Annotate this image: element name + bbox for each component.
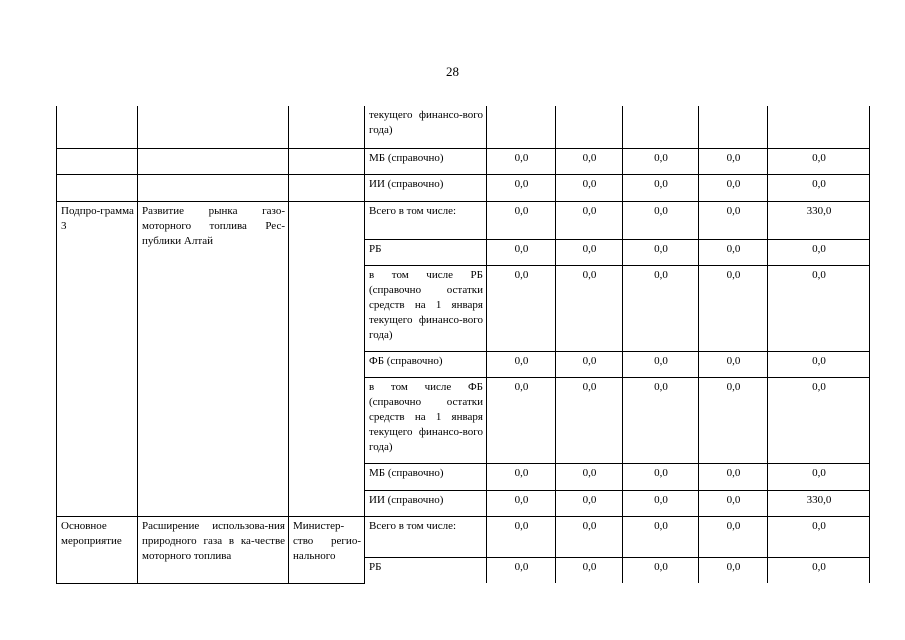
- value-cell: 0,0: [699, 148, 768, 174]
- program-cell: [57, 148, 138, 174]
- value-cell: 0,0: [487, 239, 556, 265]
- value-cell: 0,0: [556, 174, 623, 201]
- table-row: [57, 174, 870, 201]
- executor-cell: Министер-ство регио-нального: [289, 516, 365, 583]
- value-cell: 0,0: [487, 490, 556, 516]
- program-cell: Основное мероприятие: [57, 516, 138, 583]
- value-cell: 0,0: [623, 351, 699, 377]
- source-cell: ИИ (справочно): [365, 490, 487, 516]
- program-cell: Подпро-грамма 3: [57, 201, 138, 516]
- executor-cell: [289, 148, 365, 174]
- value-cell: 0,0: [699, 463, 768, 490]
- value-cell: 0,0: [556, 463, 623, 490]
- value-cell: 0,0: [699, 490, 768, 516]
- executor-cell: [289, 174, 365, 201]
- value-cell: 0,0: [623, 201, 699, 239]
- value-cell: [768, 106, 870, 148]
- value-cell: 0,0: [556, 265, 623, 351]
- value-cell: 0,0: [487, 377, 556, 463]
- value-cell: 0,0: [556, 351, 623, 377]
- source-cell: ФБ (справочно): [365, 351, 487, 377]
- value-cell: 0,0: [556, 201, 623, 239]
- value-cell: 0,0: [768, 351, 870, 377]
- value-cell: 0,0: [768, 377, 870, 463]
- value-cell: 0,0: [768, 516, 870, 557]
- value-cell: 0,0: [699, 377, 768, 463]
- value-cell: 0,0: [556, 148, 623, 174]
- value-cell: 0,0: [768, 148, 870, 174]
- name-cell: Развитие рынка газо-моторного топлива Рес-публики Алтай: [138, 201, 289, 516]
- value-cell: 0,0: [623, 557, 699, 583]
- value-cell: 0,0: [699, 174, 768, 201]
- value-cell: [487, 106, 556, 148]
- value-cell: 0,0: [487, 463, 556, 490]
- value-cell: 0,0: [556, 377, 623, 463]
- value-cell: 0,0: [487, 351, 556, 377]
- value-cell: 0,0: [699, 201, 768, 239]
- value-cell: 0,0: [623, 463, 699, 490]
- table-row: [57, 148, 870, 174]
- program-cell: [57, 106, 138, 148]
- value-cell: 0,0: [623, 239, 699, 265]
- value-cell: 330,0: [768, 490, 870, 516]
- table-row: [57, 106, 870, 148]
- source-cell: Всего в том числе:: [365, 516, 487, 557]
- source-cell: ИИ (справочно): [365, 174, 487, 201]
- source-cell: в том числе РБ (справочно остатки средств на 1 января текущего финансо-вого года): [365, 265, 487, 351]
- program-cell: [57, 174, 138, 201]
- value-cell: 0,0: [556, 516, 623, 557]
- name-cell: [138, 174, 289, 201]
- executor-cell: [289, 201, 365, 516]
- value-cell: 0,0: [623, 490, 699, 516]
- source-cell: РБ: [365, 239, 487, 265]
- value-cell: 0,0: [623, 516, 699, 557]
- value-cell: 0,0: [768, 174, 870, 201]
- value-cell: 0,0: [623, 377, 699, 463]
- value-cell: 0,0: [487, 557, 556, 583]
- value-cell: [699, 106, 768, 148]
- source-cell: МБ (справочно): [365, 148, 487, 174]
- source-cell: в том числе ФБ (справочно остатки средств на 1 января текущего финансо-вого года): [365, 377, 487, 463]
- value-cell: 330,0: [768, 201, 870, 239]
- source-cell: Всего в том числе:: [365, 201, 487, 239]
- value-cell: 0,0: [556, 239, 623, 265]
- value-cell: 0,0: [768, 239, 870, 265]
- source-cell: текущего финансо-вого года): [365, 106, 487, 148]
- page-number: 28: [446, 64, 459, 79]
- value-cell: 0,0: [623, 265, 699, 351]
- value-cell: 0,0: [768, 265, 870, 351]
- value-cell: 0,0: [556, 557, 623, 583]
- value-cell: 0,0: [699, 516, 768, 557]
- value-cell: 0,0: [556, 490, 623, 516]
- value-cell: [623, 106, 699, 148]
- name-cell: [138, 106, 289, 148]
- value-cell: 0,0: [487, 148, 556, 174]
- executor-cell: [289, 106, 365, 148]
- value-cell: 0,0: [623, 174, 699, 201]
- value-cell: 0,0: [487, 174, 556, 201]
- value-cell: 0,0: [699, 239, 768, 265]
- table-row: [57, 201, 870, 239]
- value-cell: 0,0: [487, 265, 556, 351]
- name-cell: Расширение использова-ния природного газа в ка-честве моторного топлива: [138, 516, 289, 583]
- name-cell: [138, 148, 289, 174]
- value-cell: 0,0: [623, 148, 699, 174]
- value-cell: 0,0: [768, 557, 870, 583]
- table-row: [57, 516, 870, 557]
- value-cell: 0,0: [699, 557, 768, 583]
- value-cell: 0,0: [768, 463, 870, 490]
- value-cell: 0,0: [699, 265, 768, 351]
- value-cell: 0,0: [699, 351, 768, 377]
- source-cell: МБ (справочно): [365, 463, 487, 490]
- value-cell: 0,0: [487, 201, 556, 239]
- budget-table: [56, 106, 870, 584]
- value-cell: 0,0: [487, 516, 556, 557]
- source-cell: РБ: [365, 557, 487, 583]
- value-cell: [556, 106, 623, 148]
